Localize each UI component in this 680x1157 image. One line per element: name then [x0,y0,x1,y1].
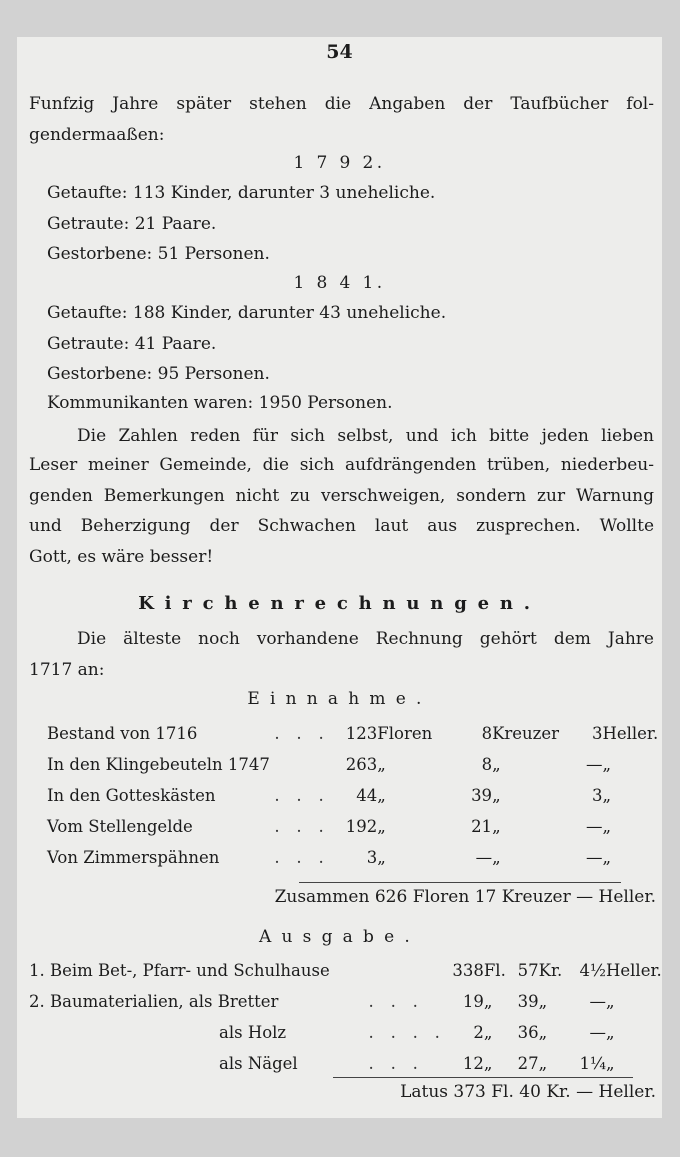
getraute-1792: Getraute: 21 Paare. [47,214,217,234]
ausgabe-amount-1: 12 [462,1054,484,1073]
ausgabe-row [29,1017,662,1048]
einnahme-unit-2: „ [492,786,501,805]
paragraph-line-3: genden Bemerkungen nicht zu verschweigen, sondern zur Warnung [29,486,654,506]
einnahme-label: Bestand von 1716 [47,724,198,743]
kommunikanten-1841: Kommunikanten waren: 1950 Personen. [47,393,393,413]
intro-line-1: Funfzig Jahre später stehen die Angaben der Taufbücher fol- [29,94,654,114]
ausgabe-amount-3: 1¼ [579,1054,606,1073]
page-number: 54 [326,41,353,63]
einnahme-heading: Einnahme. [247,689,432,709]
ausgabe-sum-rule [333,1077,633,1078]
ausgabe-amount-2: 27 [517,1054,539,1073]
einnahme-dots [274,749,329,780]
section-title: Kirchenrechnungen. [138,593,541,614]
paragraph-line-1: Die Zahlen reden für sich selbst, und ich bitte jeden lieben [77,426,654,446]
einnahme-total: Zusammen 626 Floren 17 Kreuzer — Heller. [274,887,656,907]
ausgabe-dots: . . . [368,1054,424,1073]
einnahme-unit-3: „ [602,848,611,867]
paragraph-line-2: Leser meiner Gemeinde, die sich aufdrängenden trüben, niederbeu- [29,455,654,475]
paragraph-line-5: Gott, es wäre besser! [29,547,214,567]
getraute-1841: Getraute: 41 Paare. [47,334,217,354]
ausgabe-unit-1: Fl. [483,961,506,980]
einnahme-sum-rule [299,882,621,883]
einnahme-unit-3: „ [602,786,611,805]
ausgabe-unit-3: „ [606,1054,615,1073]
getaufte-1841: Getaufte: 188 Kinder, darunter 43 uneheliche. [47,303,447,323]
einnahme-row [47,842,662,873]
einnahme-unit-1: „ [377,848,386,867]
einnahme-amount-2: 21 [471,817,493,836]
ausgabe-unit-1: „ [483,1054,493,1073]
einnahme-dots: . . . [274,817,330,836]
ausgabe-dots [369,955,446,986]
ausgabe-heading: Ausgabe. [259,927,420,947]
einnahme-dots: . . . [274,848,330,867]
ausgabe-unit-3: „ [606,992,615,1011]
einnahme-unit-1: „ [377,817,386,836]
ausgabe-table [29,955,662,1079]
ausgabe-amount-1: 338 [452,961,484,980]
einnahme-unit-1: „ [377,755,386,774]
einnahme-amount-3: — [585,848,603,867]
einnahme-label: Von Zimmerspähnen [47,848,220,867]
ausgabe-unit-3: „ [606,1023,615,1042]
ausgabe-unit-2: „ [538,1054,548,1073]
einnahme-row [47,718,662,749]
einnahme-amount-3: 3 [591,724,603,743]
ausgabe-label: als Nägel [219,1054,298,1073]
intro-line-2: gendermaaßen: [29,125,165,145]
ausgabe-amount-1: 19 [462,992,484,1011]
paragraph-line-4: und Beherzigung der Schwachen laut aus zusprechen. Wollte [29,516,654,536]
einnahme-unit-2: „ [492,817,501,836]
ausgabe-latus: Latus 373 Fl. 40 Kr. — Heller. [400,1082,656,1102]
book-page [17,37,662,1118]
einnahme-unit-1: Floren [377,724,433,743]
ausgabe-amount-2: 57 [517,961,539,980]
ausgabe-amount-2: 39 [517,992,539,1011]
einnahme-label: In den Klingebeuteln 1747 [47,755,270,774]
einnahme-unit-2: „ [492,755,501,774]
einnahme-amount-3: — [585,755,603,774]
ausgabe-label: 1. Beim Bet-, Pfarr- und Schulhause [29,961,330,980]
einnahme-amount-1: 123 [345,724,378,743]
einnahme-label: In den Gotteskästen [47,786,216,805]
einnahme-amount-3: 3 [591,786,603,805]
einnahme-unit-1: „ [377,786,386,805]
ausgabe-dots: . . . . [368,1023,446,1042]
einnahme-dots: . . . [274,786,330,805]
einnahme-row [47,749,662,780]
ausgabe-amount-3: 4½ [579,961,606,980]
ausgabe-dots: . . . [368,992,424,1011]
ausgabe-amount-1: 2 [473,1023,484,1042]
gestorbene-1792: Gestorbene: 51 Personen. [47,244,270,264]
einnahme-unit-2: Kreuzer [492,724,560,743]
ausgabe-row [29,955,662,986]
einnahme-amount-1: 44 [356,786,378,805]
getaufte-1792: Getaufte: 113 Kinder, darunter 3 uneheliche. [47,183,436,203]
ausgabe-row [29,986,662,1017]
einnahme-row [47,811,662,842]
gestorbene-1841: Gestorbene: 95 Personen. [47,364,270,384]
ausgabe-unit-2: „ [538,992,548,1011]
ausgabe-label: als Holz [219,1023,287,1042]
einnahme-amount-1: 3 [366,848,378,867]
ausgabe-unit-1: „ [483,1023,493,1042]
ausgabe-unit-3: Heller. [606,961,662,980]
einnahme-amount-1: 192 [345,817,378,836]
einnahme-unit-3: Heller. [602,724,659,743]
einnahme-amount-3: — [585,817,603,836]
einnahme-unit-3: „ [602,755,611,774]
ausgabe-unit-1: „ [483,992,493,1011]
einnahme-table [47,718,662,873]
einnahme-unit-2: „ [492,848,501,867]
einnahme-amount-2: — [475,848,493,867]
ausgabe-unit-2: „ [538,1023,548,1042]
ausgabe-label: 2. Baumaterialien, als Bretter [29,992,279,1011]
year-1841-heading: 1 8 4 1. [293,273,386,293]
einnahme-row [47,780,662,811]
ausgabe-row [29,1048,662,1079]
ausgabe-amount-3: — [589,1023,606,1042]
section-intro-line-2: 1717 an: [29,660,105,680]
einnahme-amount-1: 263 [345,755,378,774]
einnahme-amount-2: 8 [481,724,493,743]
year-1792-heading: 1 7 9 2. [293,153,386,173]
ausgabe-unit-2: Kr. [538,961,563,980]
einnahme-amount-2: 8 [481,755,493,774]
einnahme-label: Vom Stellengelde [47,817,193,836]
section-intro-line-1: Die älteste noch vorhandene Rechnung gehört dem Jahre [77,629,654,649]
einnahme-amount-2: 39 [471,786,493,805]
ausgabe-amount-2: 36 [517,1023,539,1042]
ausgabe-amount-3: — [589,992,606,1011]
einnahme-unit-3: „ [602,817,611,836]
einnahme-dots: . . . [274,724,330,743]
